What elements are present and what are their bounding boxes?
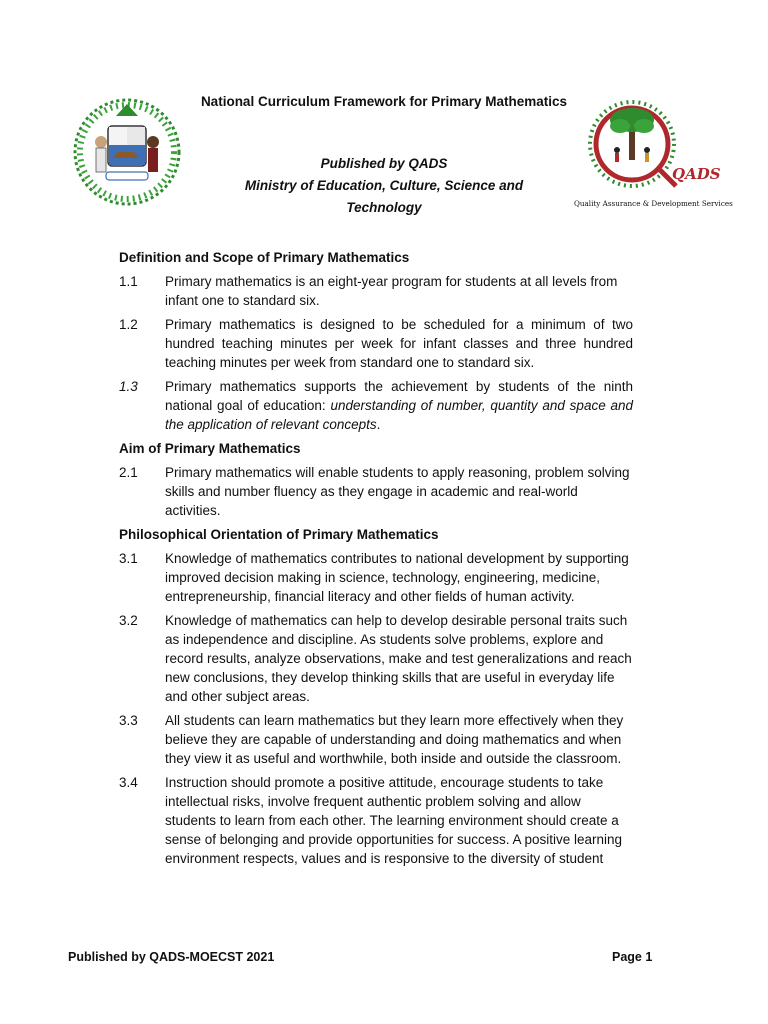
item-number: 2.1 (119, 465, 138, 480)
item-text-emphasis: understanding of number, quantity and space and the application of relevant concepts (165, 398, 633, 432)
item-number: 1.3 (119, 379, 138, 394)
item-number: 3.2 (119, 613, 138, 628)
item-text: Knowledge of mathematics contributes to national development by supporting improved decision making in science, technology, engineering, medicine, entrepreneurship, financial literacy and other fields of human activity. (165, 551, 629, 604)
qads-brand-text: QADS (672, 165, 721, 183)
section-heading: Definition and Scope of Primary Mathematics (119, 250, 410, 265)
list-item (119, 315, 633, 372)
item-text-plain: Primary mathematics supports the achievement by students of the ninth national goal of education: (165, 379, 633, 413)
published-line-1: Published by QADS (320, 156, 448, 171)
list-item (119, 773, 633, 868)
section-heading: Aim of Primary Mathematics (119, 441, 301, 456)
qads-caption: Quality Assurance & Development Services (574, 199, 733, 208)
footer-page-number: Page 1 (612, 950, 653, 964)
item-text: Primary mathematics is designed to be scheduled for a minimum of two hundred teaching minutes per week for infant classes and three hundred teaching minutes per week from standard one to standard six. (165, 317, 633, 370)
item-number: 3.4 (119, 775, 138, 790)
item-number: 1.2 (119, 317, 138, 332)
list-item (119, 463, 633, 520)
qads-tree-logo-icon (572, 94, 733, 212)
list-item (119, 377, 633, 434)
item-text: All students can learn mathematics but they learn more effectively when they believe they are capable of understanding and doing mathematics and when they view it as useful and worthwhile, both inside and outside the classroom. (165, 713, 624, 766)
document-body (119, 248, 633, 873)
item-number: 1.1 (119, 274, 138, 289)
item-text-end: . (376, 417, 381, 432)
list-item (119, 611, 633, 706)
item-number: 3.3 (119, 713, 138, 728)
item-text (165, 377, 633, 434)
published-block (190, 153, 578, 219)
published-line-2: Ministry of Education, Culture, Science and (244, 178, 524, 193)
belize-coat-of-arms-icon (68, 94, 186, 210)
item-text: Primary mathematics will enable students to apply reasoning, problem solving skills and number fluency as they engage in academic and real-world activities. (165, 465, 630, 518)
item-text: Knowledge of mathematics can help to develop desirable personal traits such as independence and discipline. As students solve problems, explore and record results, analyze observations, make and test generalizations and reach new conclusions, they develop thinking skills that are useful in everyday life and other subject areas. (165, 613, 632, 704)
document-title: National Curriculum Framework for Primary Mathematics (200, 94, 568, 109)
item-text: Instruction should promote a positive attitude, encourage students to take intellectual risks, involve frequent authentic problem solving and allow students to learn from each other. The learning environment should create a sense of belonging and provide opportunities for success. A positive learning environment respects, values and is responsive to the diversity of student (165, 775, 623, 866)
list-item (119, 272, 633, 310)
item-text: Primary mathematics is an eight-year program for students at all levels from infant one to standard six. (165, 274, 618, 308)
list-item (119, 711, 633, 768)
list-item (119, 549, 633, 606)
published-line-3: Technology (346, 200, 422, 215)
section-heading: Philosophical Orientation of Primary Mathematics (119, 527, 439, 542)
footer-publisher: Published by QADS-MOECST 2021 (68, 950, 275, 964)
item-number: 3.1 (119, 551, 138, 566)
